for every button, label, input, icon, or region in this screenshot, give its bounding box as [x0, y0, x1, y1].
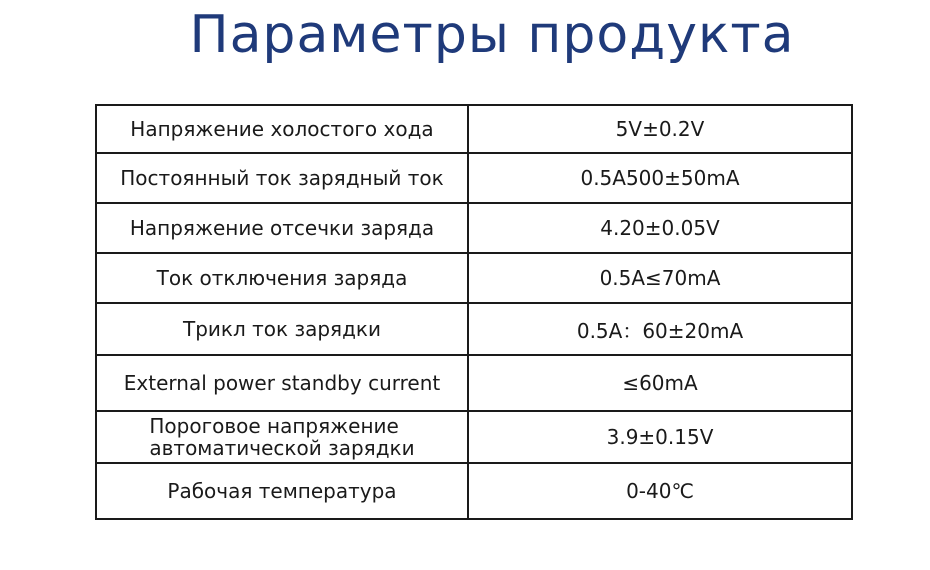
parameter-value: 0.5A≤70mA — [468, 253, 852, 303]
parameter-label: Постоянный ток зарядный ток — [96, 153, 468, 203]
parameter-label: Напряжение отсечки заряда — [96, 203, 468, 253]
table-row — [96, 153, 852, 203]
table-row — [96, 355, 852, 411]
table-row — [96, 303, 852, 355]
parameter-label — [96, 411, 468, 463]
parameter-value: 0.5A500±50mA — [468, 153, 852, 203]
parameter-value: 0-40℃ — [468, 463, 852, 519]
parameter-value: 3.9±0.15V — [468, 411, 852, 463]
parameter-value: 4.20±0.05V — [468, 203, 852, 253]
parameter-label: Напряжение холостого хода — [96, 105, 468, 153]
product-parameters-table — [95, 104, 853, 520]
parameter-value: 5V±0.2V — [468, 105, 852, 153]
table-row — [96, 203, 852, 253]
page-title: Параметры продукта — [189, 5, 795, 65]
table-row — [96, 253, 852, 303]
parameter-label: Рабочая температура — [96, 463, 468, 519]
parameter-value: ≤60mA — [468, 355, 852, 411]
parameter-value: 0.5A：60±20mA — [468, 303, 852, 355]
table-row — [96, 411, 852, 463]
table-row — [96, 105, 852, 153]
parameter-label: External power standby current — [96, 355, 468, 411]
table-row — [96, 463, 852, 519]
parameter-label: Трикл ток зарядки — [96, 303, 468, 355]
parameter-label: Ток отключения заряда — [96, 253, 468, 303]
parameter-label-text: Пороговое напряжение автоматической зарядки — [149, 414, 415, 460]
